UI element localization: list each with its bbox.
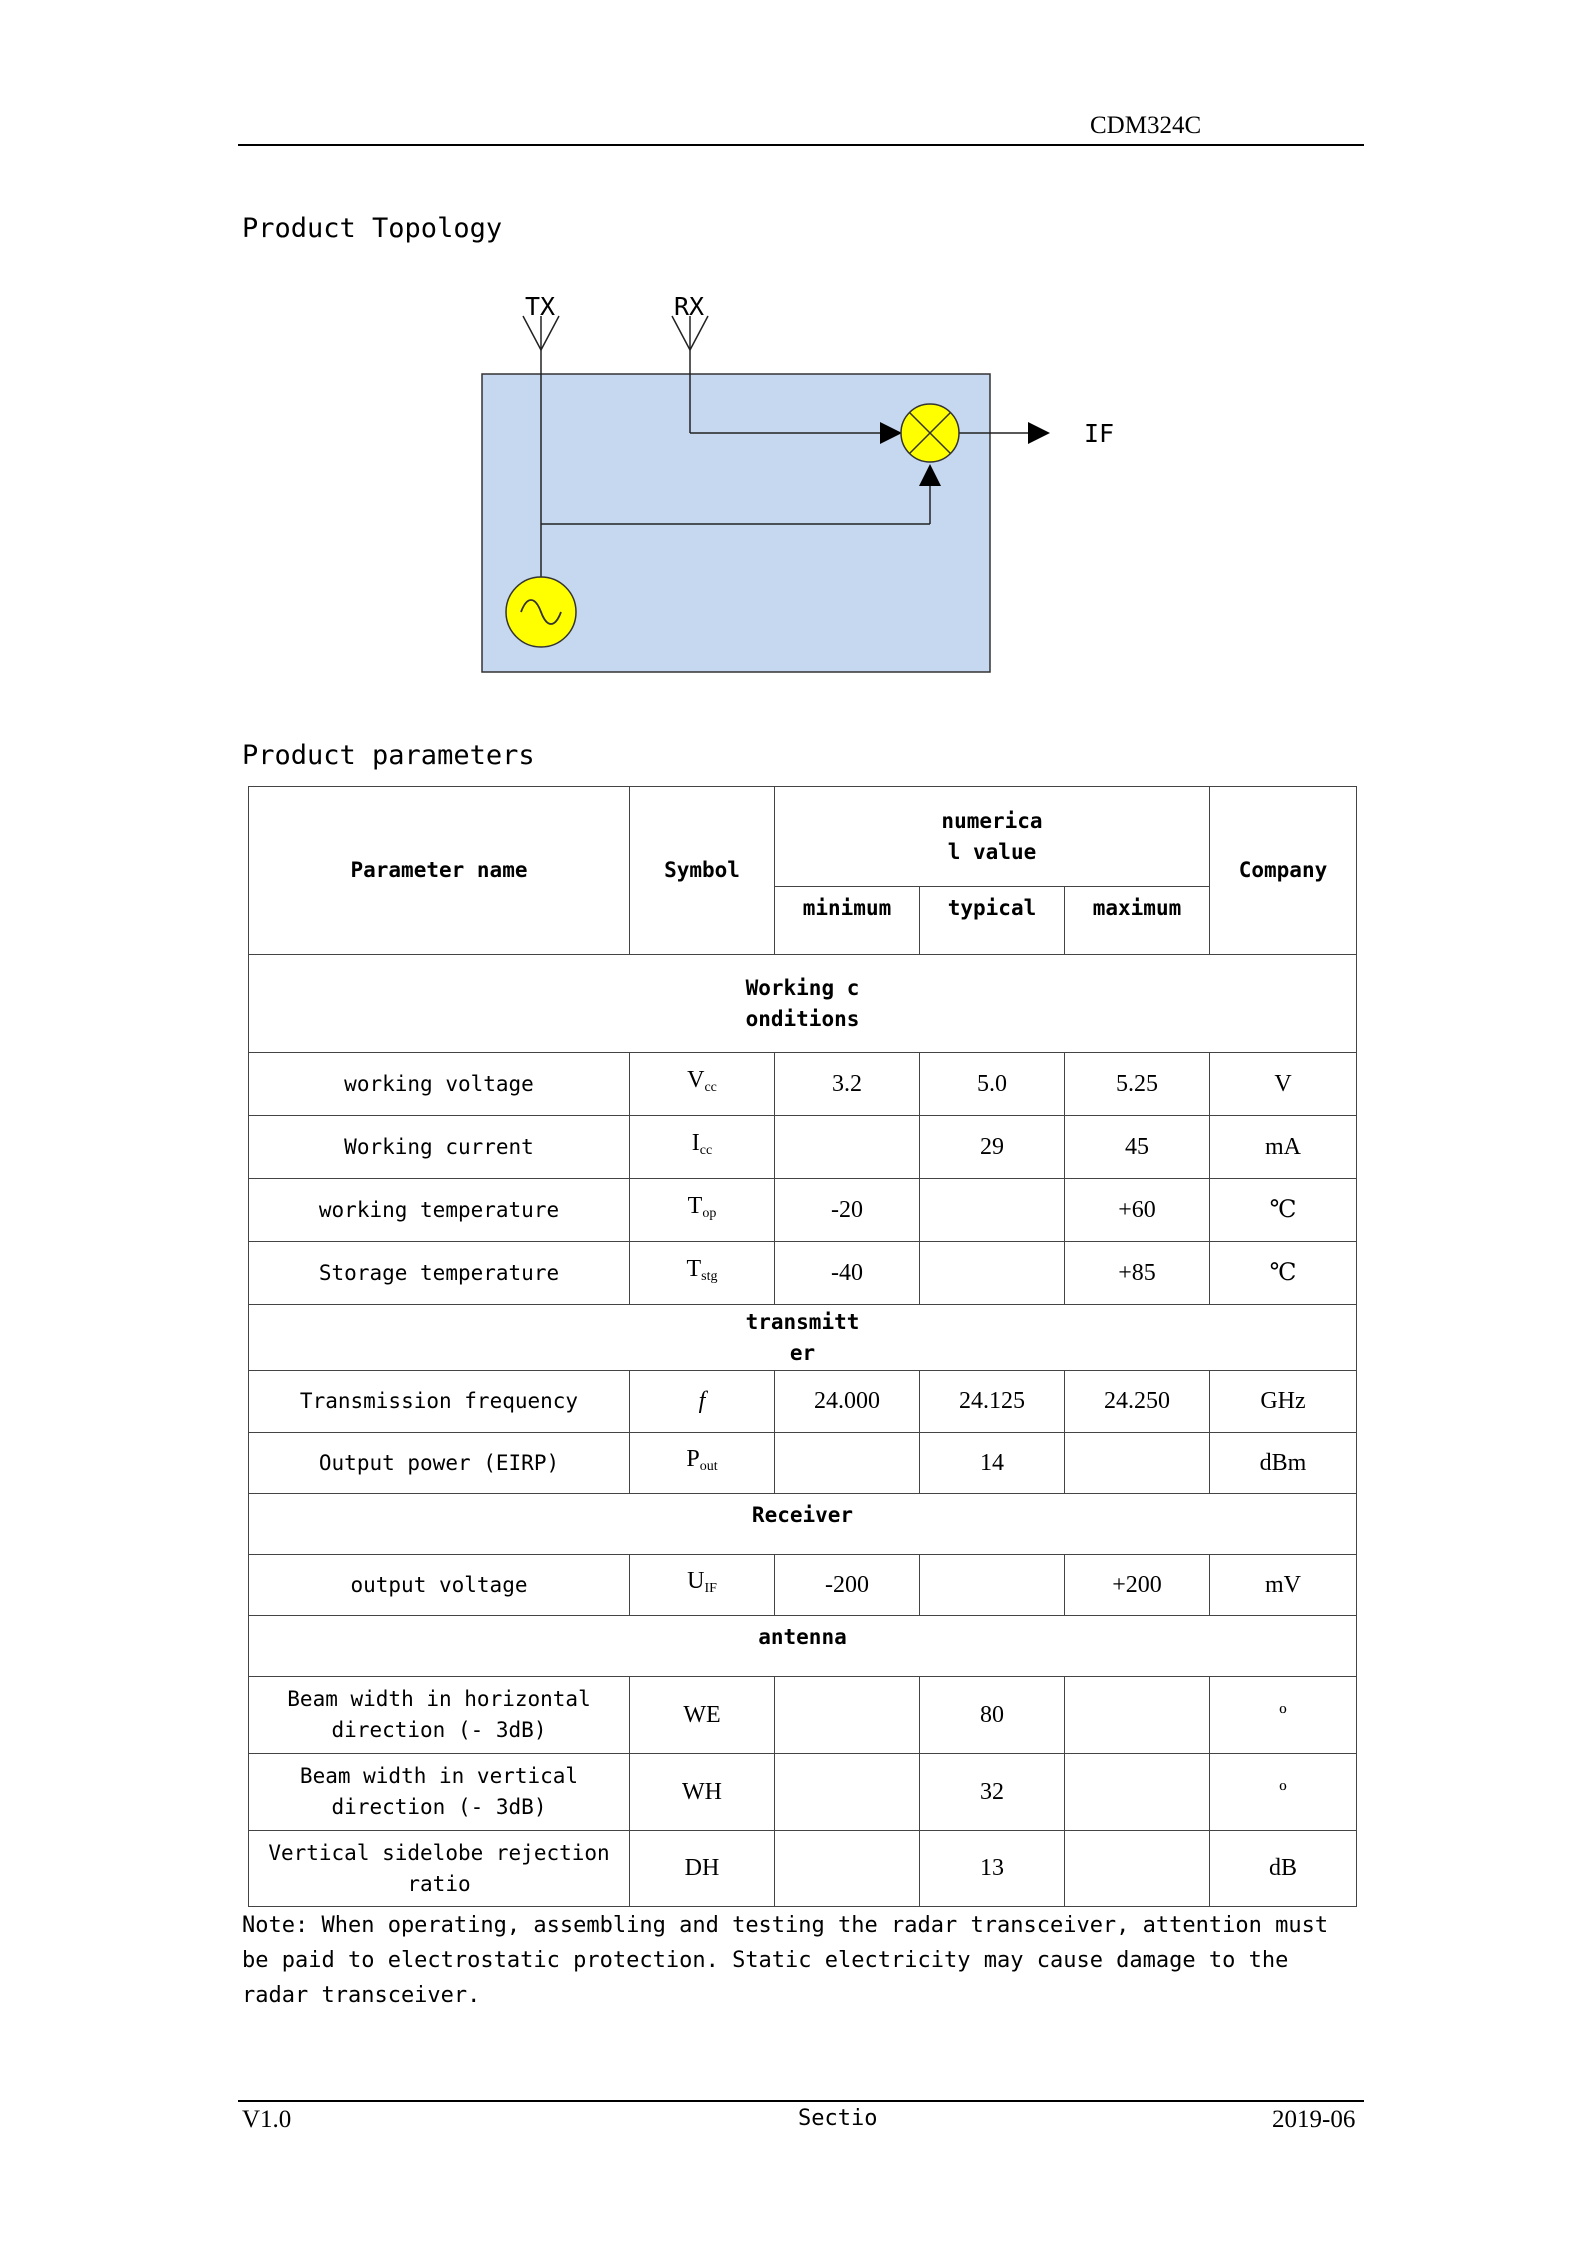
param-symbol: $I_{cc}$ [630, 1116, 775, 1179]
param-name: Beam width in horizontal direction (- 3dB) [249, 1677, 630, 1754]
param-symbol: $P_{out}$ [630, 1433, 775, 1494]
param-max [1065, 1677, 1210, 1754]
param-symbol: DH [630, 1831, 775, 1907]
param-typ [920, 1179, 1065, 1242]
table-row [249, 1433, 1357, 1494]
header-parameter-name: Parameter name [249, 787, 630, 955]
param-symbol: WH [630, 1754, 775, 1831]
param-unit: dB [1210, 1831, 1357, 1907]
table-row [249, 1116, 1357, 1179]
param-unit: ℃ [1210, 1179, 1357, 1242]
section-row [249, 1494, 1357, 1555]
param-min: 24.000 [775, 1371, 920, 1433]
table-row [249, 1677, 1357, 1754]
footer-date: 2019-06 [1272, 2106, 1356, 2133]
tx-label: TX [525, 292, 556, 321]
param-name: output voltage [249, 1555, 630, 1616]
parameters-table [248, 786, 1357, 1907]
param-min [775, 1754, 920, 1831]
param-max: 45 [1065, 1116, 1210, 1179]
param-typ: 32 [920, 1754, 1065, 1831]
table-row [249, 1754, 1357, 1831]
table-row [249, 1371, 1357, 1433]
section-working-conditions: Working conditions [249, 955, 1357, 1053]
param-name: Beam width in vertical direction (- 3dB) [249, 1754, 630, 1831]
param-min: 3.2 [775, 1053, 920, 1116]
param-unit: mA [1210, 1116, 1357, 1179]
parameters-title: Product parameters [242, 740, 535, 771]
param-min [775, 1433, 920, 1494]
table-row [249, 1053, 1357, 1116]
param-max: 24.250 [1065, 1371, 1210, 1433]
section-row [249, 955, 1357, 1053]
param-unit: GHz [1210, 1371, 1357, 1433]
esd-note: Note: When operating, assembling and testing the radar transceiver, attention must be paid to electrostatic protection. Static electricity may cause damage to the radar transceiver. [242, 1913, 1329, 2008]
section-row [249, 1616, 1357, 1677]
table-header-row [249, 787, 1357, 887]
param-max [1065, 1754, 1210, 1831]
param-symbol: f [630, 1371, 775, 1433]
table-row [249, 1242, 1357, 1305]
param-symbol: $T_{op}$ [630, 1179, 775, 1242]
param-symbol: $U_{IF}$ [630, 1555, 775, 1616]
param-min [775, 1831, 920, 1907]
param-typ: 29 [920, 1116, 1065, 1179]
header-symbol: Symbol [630, 787, 775, 955]
param-typ: 13 [920, 1831, 1065, 1907]
topology-title: Product Topology [242, 213, 503, 244]
param-unit: mV [1210, 1555, 1357, 1616]
param-min: -40 [775, 1242, 920, 1305]
param-unit: ℃ [1210, 1242, 1357, 1305]
footer-rule [238, 2100, 1364, 2102]
param-typ [920, 1555, 1065, 1616]
section-receiver: Receiver [249, 1494, 1357, 1555]
oscillator-icon [506, 577, 576, 647]
param-typ [920, 1242, 1065, 1305]
param-min: -20 [775, 1179, 920, 1242]
param-typ: 80 [920, 1677, 1065, 1754]
param-symbol: $V_{cc}$ [630, 1053, 775, 1116]
header-typical: typical [920, 887, 1065, 955]
param-max [1065, 1831, 1210, 1907]
rx-label: RX [674, 292, 705, 321]
param-min [775, 1116, 920, 1179]
param-typ: 24.125 [920, 1371, 1065, 1433]
param-min [775, 1677, 920, 1754]
param-symbol: $T_{stg}$ [630, 1242, 775, 1305]
param-unit: V [1210, 1053, 1357, 1116]
param-name: Storage temperature [249, 1242, 630, 1305]
param-name: Output power (EIRP) [249, 1433, 630, 1494]
param-name: working voltage [249, 1053, 630, 1116]
header-numerical-value: numerical value [775, 787, 1210, 887]
param-typ: 14 [920, 1433, 1065, 1494]
mixer-icon [901, 404, 959, 462]
param-name: Vertical sidelobe rejection ratio [249, 1831, 630, 1907]
section-antenna: antenna [249, 1616, 1357, 1677]
param-name: Working current [249, 1116, 630, 1179]
param-unit: dBm [1210, 1433, 1357, 1494]
param-unit: º [1210, 1677, 1357, 1754]
param-max: +60 [1065, 1179, 1210, 1242]
header-maximum: maximum [1065, 887, 1210, 955]
table-row [249, 1179, 1357, 1242]
header-minimum: minimum [775, 887, 920, 955]
footer-version: V1.0 [242, 2106, 292, 2133]
header-unit: Company [1210, 787, 1357, 955]
section-transmitter: transmitter [249, 1305, 1357, 1371]
param-max: +85 [1065, 1242, 1210, 1305]
topology-diagram [0, 0, 1588, 700]
param-name: Transmission frequency [249, 1371, 630, 1433]
footer-section: Sectio [798, 2106, 878, 2131]
param-symbol: WE [630, 1677, 775, 1754]
section-row [249, 1305, 1357, 1371]
param-max [1065, 1433, 1210, 1494]
param-typ: 5.0 [920, 1053, 1065, 1116]
if-label: IF [1084, 419, 1115, 448]
table-row [249, 1831, 1357, 1907]
table-row [249, 1555, 1357, 1616]
document-code: CDM324C [1090, 112, 1202, 139]
param-min: -200 [775, 1555, 920, 1616]
param-max: 5.25 [1065, 1053, 1210, 1116]
param-unit: º [1210, 1754, 1357, 1831]
param-name: working temperature [249, 1179, 630, 1242]
param-max: +200 [1065, 1555, 1210, 1616]
